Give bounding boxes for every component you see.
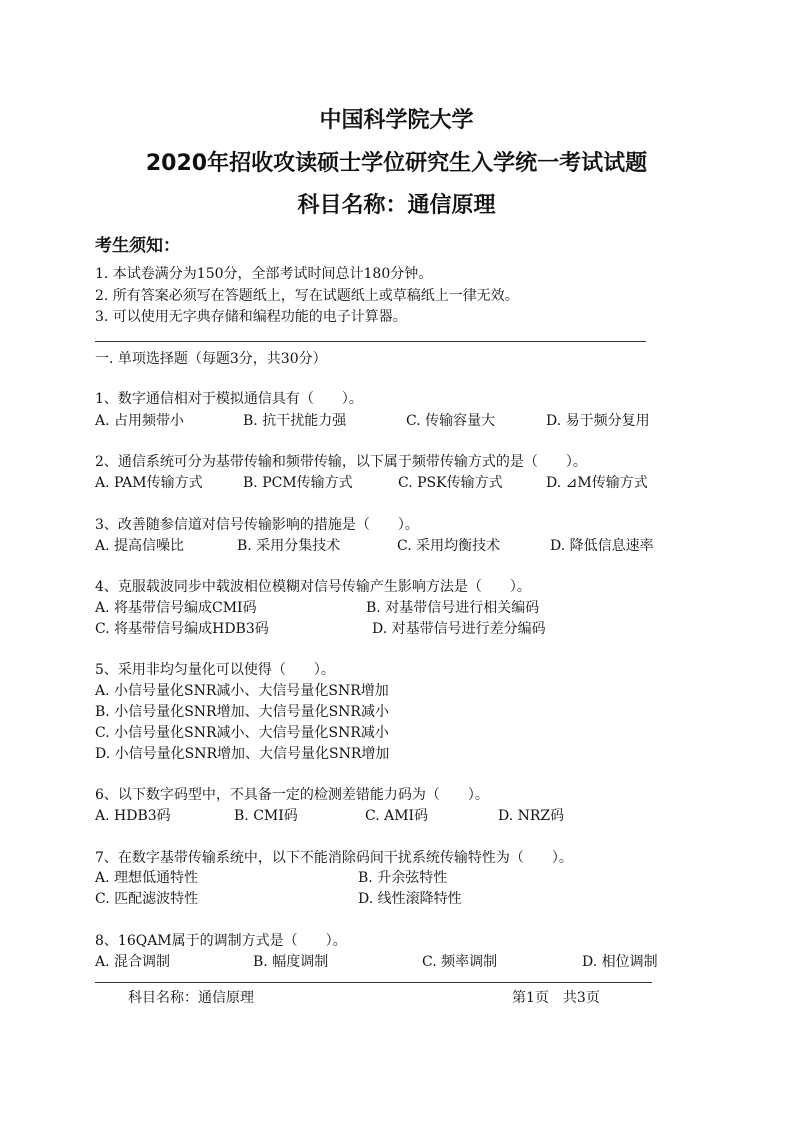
question-option: A. 理想低通特性 xyxy=(95,870,199,886)
question-option: B. 小信号量化SNR增加、大信号量化SNR减小 xyxy=(95,704,389,720)
question-option: D. 小信号量化SNR增加、大信号量化SNR增加 xyxy=(95,746,390,762)
question-option: C. 匹配滤波特性 xyxy=(95,891,199,907)
divider xyxy=(95,341,646,342)
question-option: A. 占用频带小 xyxy=(95,413,185,429)
section-title: 一. 单项选择题（每题3分，共30分） xyxy=(95,351,327,367)
exam-title: 2020年招收攻读硕士学位研究生入学统一考试试题 xyxy=(145,151,648,176)
question-option: A. PAM传输方式 xyxy=(95,475,203,491)
question-stem: 4、克服载波同步中载波相位模糊对信号传输产生影响方法是（ ）。 xyxy=(95,579,531,595)
question-option: B. 采用分集技术 xyxy=(237,538,341,554)
question-option: B. 抗干扰能力强 xyxy=(243,413,347,429)
question-stem: 5、采用非均匀量化可以使得（ ）。 xyxy=(95,662,335,678)
question-option: A. 提高信噪比 xyxy=(95,538,185,554)
question-stem: 6、以下数字码型中，不具备一定的检测差错能力码为（ ）。 xyxy=(95,787,489,803)
question-stem: 7、在数字基带传输系统中，以下不能消除码间干扰系统传输特性为（ ）。 xyxy=(95,850,573,866)
question-option: B. 升余弦特性 xyxy=(358,870,448,886)
question-option: C. AMI码 xyxy=(365,808,429,824)
question-option: D. 线性滚降特性 xyxy=(358,891,462,907)
question-option: D. 相位调制 xyxy=(582,954,658,970)
question-option: C. 传输容量大 xyxy=(406,413,496,429)
notice-item: 1. 本试卷满分为150分，全部考试时间总计180分钟。 xyxy=(95,266,433,282)
question-stem: 8、16QAM属于的调制方式是（ ）。 xyxy=(95,933,347,949)
question-option: B. PCM传输方式 xyxy=(243,475,353,491)
question-option: C. 将基带信号编成HDB3码 xyxy=(95,621,269,637)
footer-subject: 科目名称：通信原理 xyxy=(128,990,254,1006)
question-option: D. NRZ码 xyxy=(498,808,565,824)
footer-page: 第1页 共3页 xyxy=(512,990,600,1006)
footer-divider xyxy=(95,982,652,983)
question-option: A. 将基带信号编成CMI码 xyxy=(95,600,257,616)
notice-heading: 考生须知： xyxy=(95,236,180,256)
question-option: D. 易于频分复用 xyxy=(546,413,650,429)
question-option: B. 对基带信号进行相关编码 xyxy=(366,600,540,616)
question-option: A. HDB3码 xyxy=(95,808,171,824)
question-option: C. 小信号量化SNR减小、大信号量化SNR减小 xyxy=(95,725,389,741)
question-option: A. 小信号量化SNR减小、大信号量化SNR增加 xyxy=(95,683,389,699)
question-option: C. 采用均衡技术 xyxy=(397,538,501,554)
question-stem: 3、改善随参信道对信号传输影响的措施是（ ）。 xyxy=(95,517,419,533)
question-option: D. 降低信息速率 xyxy=(550,538,654,554)
question-option: B. 幅度调制 xyxy=(253,954,329,970)
question-option: B. CMI码 xyxy=(234,808,298,824)
question-stem: 1、数字通信相对于模拟通信具有（ ）。 xyxy=(95,391,363,407)
question-stem: 2、通信系统可分为基带传输和频带传输，以下属于频带传输方式的是（ ）。 xyxy=(95,454,587,470)
question-option: D. ⊿M传输方式 xyxy=(546,475,648,491)
question-option: A. 混合调制 xyxy=(95,954,171,970)
question-option: D. 对基带信号进行差分编码 xyxy=(372,621,546,637)
notice-item: 3. 可以使用无字典存储和编程功能的电子计算器。 xyxy=(95,309,407,325)
question-option: C. PSK传输方式 xyxy=(398,475,503,491)
question-option: C. 频率调制 xyxy=(422,954,498,970)
notice-item: 2. 所有答案必须写在答题纸上，写在试题纸上或草稿纸上一律无效。 xyxy=(95,288,519,304)
subject-title: 科目名称：通信原理 xyxy=(297,193,496,218)
university-title: 中国科学院大学 xyxy=(319,108,474,133)
